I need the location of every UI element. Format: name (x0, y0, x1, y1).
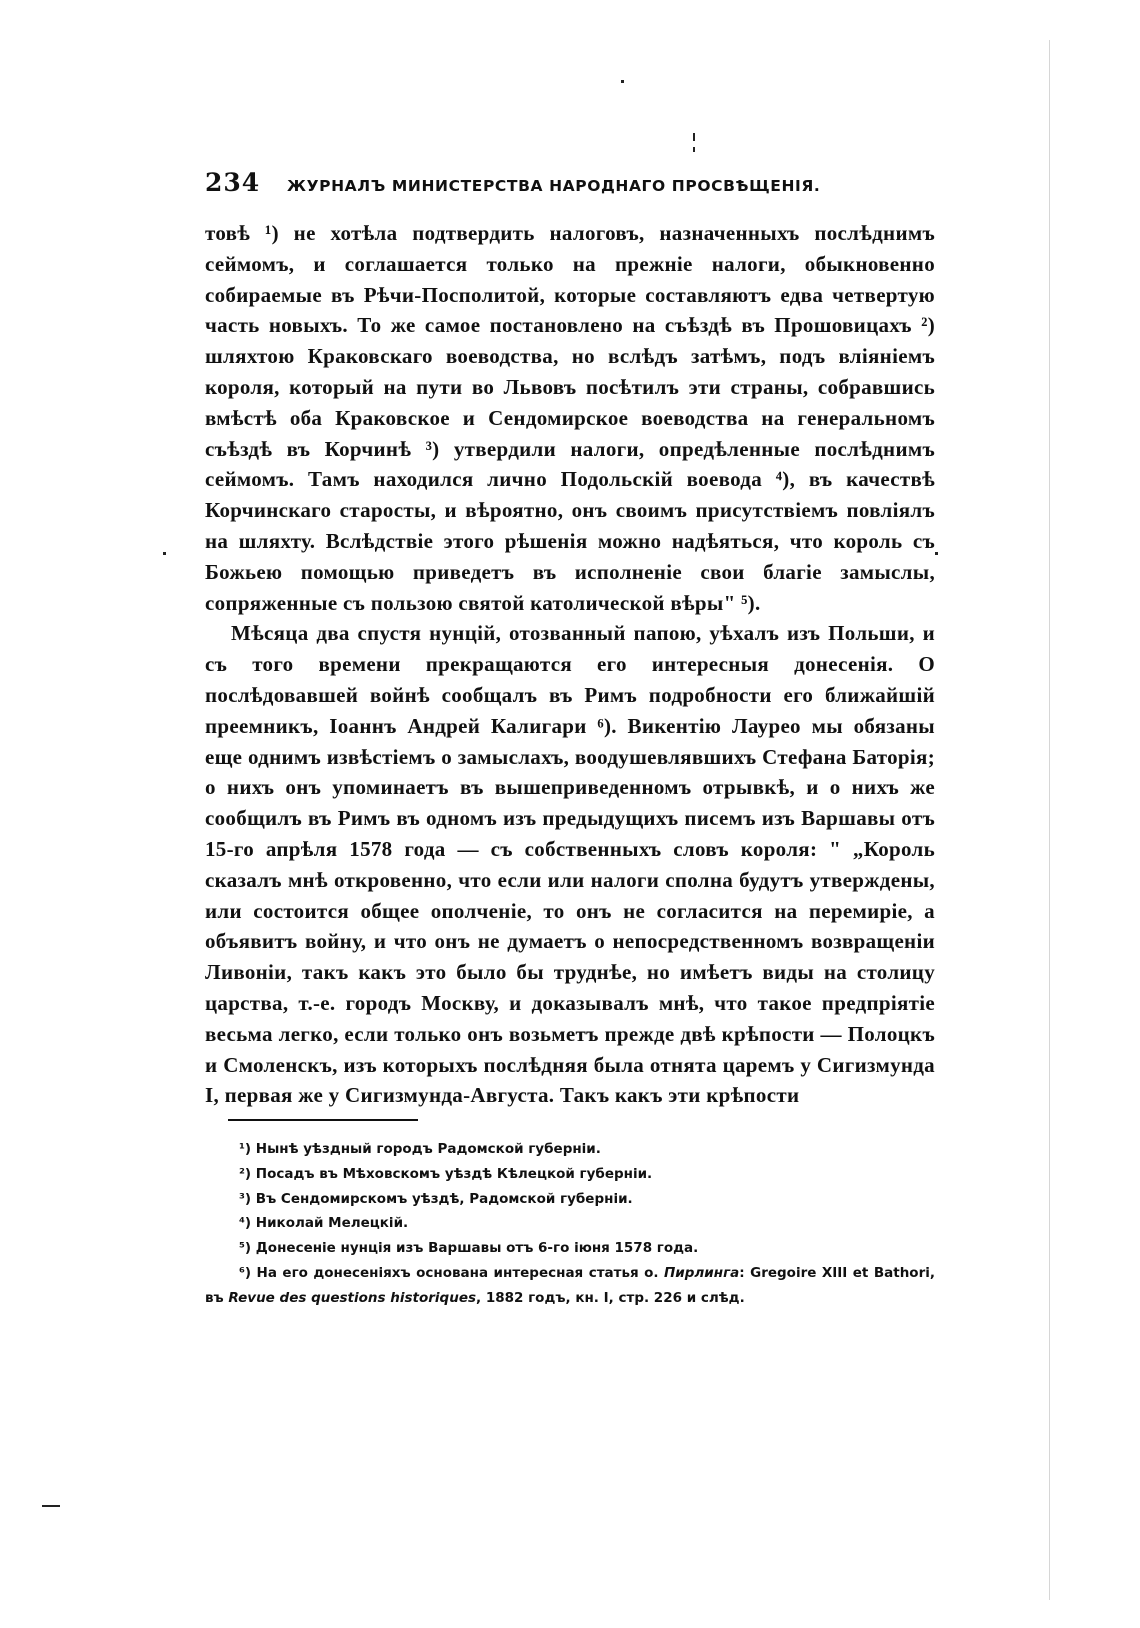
body-text (205, 218, 935, 1111)
footnote: ⁴) Николай Мелецкій. (239, 1215, 409, 1232)
scan-speck (42, 1505, 60, 1507)
footnote-divider (228, 1119, 418, 1121)
page-header (205, 168, 935, 197)
footnotes (205, 1137, 935, 1311)
footnote-text: : Gregoire XIII et Bathori, въ (205, 1264, 935, 1306)
scan-speck (935, 552, 938, 555)
scan-edge-line (1049, 40, 1050, 1600)
footnote-text: , 1882 годъ, кн. I, стр. 226 и слѣд. (476, 1289, 745, 1306)
footnote-journal: Revue des questions historiques (228, 1289, 477, 1306)
paragraph: Мѣсяца два спустя нунцій, отозванный папою, уѣхалъ изъ Польши, и съ того времени прекращаются его интересныя донесенія. О послѣдовавшей войнѣ сообщалъ въ Римъ подробности его ближайшій преемникъ, Іоаннъ Андрей Калигари ⁶). Викентію Лаурео мы обязаны еще однимъ извѣстіемъ о замыслахъ, воодушевлявшихъ Стефана Баторія; о нихъ онъ упоминаетъ въ вышеприведенномъ отрывкѣ, и о нихъ же сообщилъ въ Римъ въ одномъ изъ предыдущихъ писемъ изъ Варшавы отъ 15-го апрѣля 1578 года — съ собственныхъ словъ короля: " „Король сказалъ мнѣ откровенно, что если или налоги сполна будутъ утверждены, или состоится общее ополченіе, то онъ не согласится на перемиріе, а объявитъ войну, и что онъ не думаетъ о непосредственномъ возвращеніи Ливоніи, такъ какъ это было бы труднѣе, но имѣетъ виды на столицу царства, т.-е. городъ Москву, и доказывалъ мнѣ, что такое предпріятіе весьма легко, если только онъ возьметъ прежде двѣ крѣпости — Полоцкъ и Смоленскъ, изъ которыхъ послѣдняя была отнята царемъ у Сигизмунда I, первая же у Сигизмунда-Августа. Такъ какъ эти крѣпости (205, 621, 935, 1108)
running-title: ЖУРНАЛЪ МИНИСТЕРСТВА НАРОДНАГО ПРОСВѢЩЕНІЯ. (287, 177, 821, 195)
scan-speck (621, 80, 624, 83)
footnote: ⁵) Донесеніе нунція изъ Варшавы отъ 6-го іюня 1578 года. (239, 1240, 699, 1257)
footnote: ²) Посадъ въ Мѣховскомъ уѣздѣ Кѣлецкой губерніи. (239, 1165, 653, 1182)
paragraph: товѣ ¹) не хотѣла подтвердить налоговъ, назначенныхъ послѣднимъ сеймомъ, и соглашается только на прежніе налоги, обыкновенно собираемые въ Рѣчи-Посполитой, которые составляютъ едва четвертую часть новыхъ. То же самое постановлено на съѣздѣ въ Прошовицахъ ²) шляхтою Краковскаго воеводства, но вслѣдъ затѣмъ, подъ вліяніемъ короля, который на пути во Львовъ посѣтилъ эти страны, собравшись вмѣстѣ оба Краковское и Сендомирское воеводства на генеральномъ съѣздѣ въ Корчинѣ ³) утвердили налоги, опредѣленные послѣднимъ сеймомъ. Тамъ находился лично Подольскій воевода ⁴), въ качествѣ Корчинскаго старосты, и вѣроятно, онъ своимъ присутствіемъ повліялъ на шляхту. Вслѣдствіе этого рѣшенія можно надѣяться, что король съ Божьею помощью приведетъ въ исполненіе свои благіе замыслы, сопряженные съ пользою святой католической вѣры" ⁵). (205, 221, 935, 615)
footnote: ¹) Нынѣ уѣздный городъ Радомской губерніи. (239, 1141, 601, 1157)
scan-speck (163, 552, 166, 555)
footnote (205, 1261, 935, 1311)
scan-speck (693, 147, 695, 152)
footnote-text: ⁶) На его донесеніяхъ основана интересная статья о. (239, 1264, 664, 1281)
scan-speck (693, 133, 695, 141)
footnote-author: Пирлинга (663, 1264, 740, 1281)
page-number: 234 (205, 168, 261, 197)
footnote: ³) Въ Сендомирскомъ уѣздѣ, Радомской губерніи. (239, 1190, 633, 1207)
